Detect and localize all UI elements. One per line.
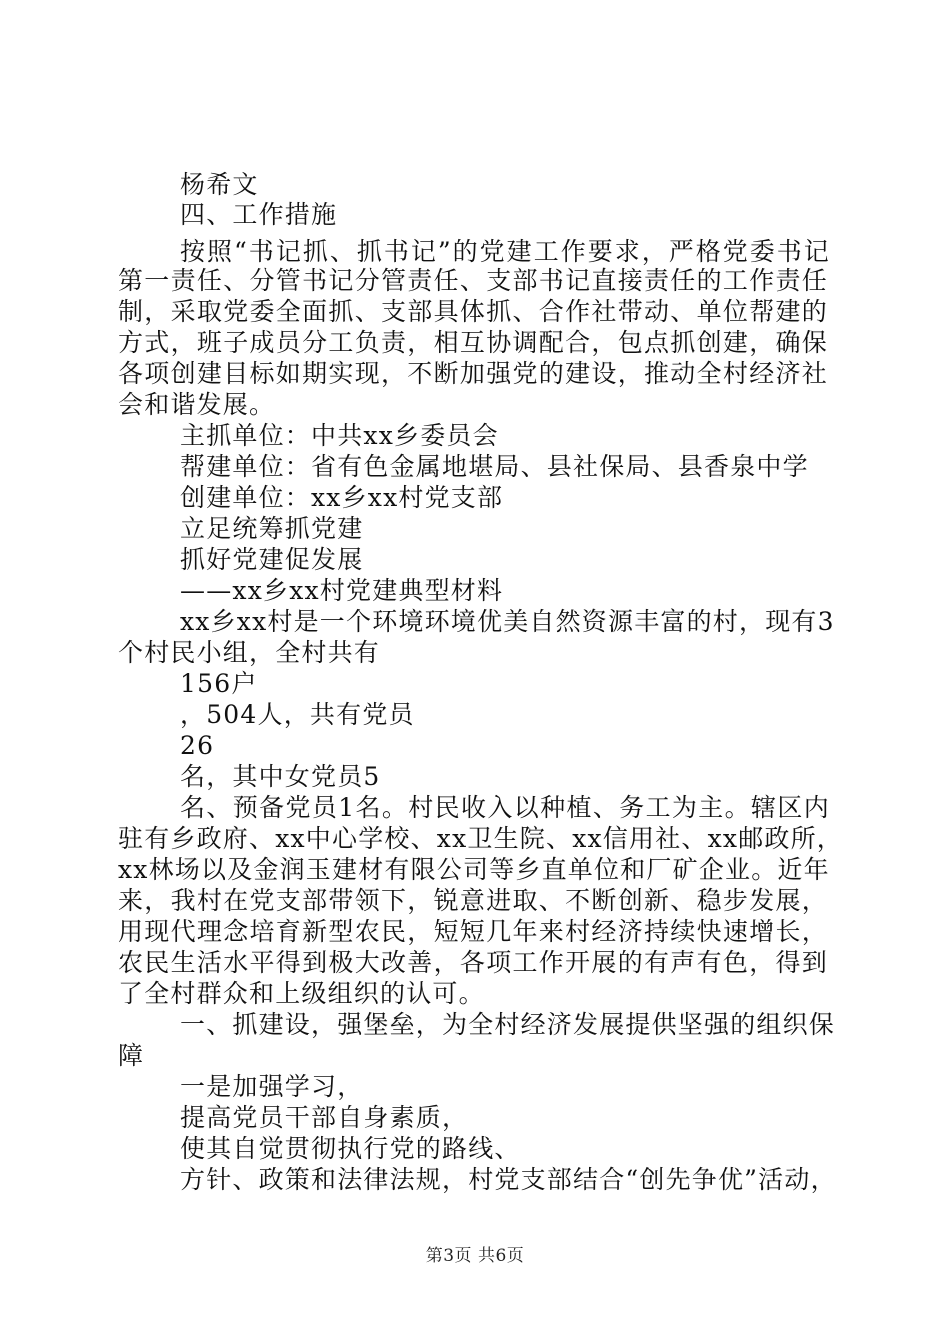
paragraph-line: 方针、政策和法律法规，村党支部结合“创先争优”活动， <box>180 1165 837 1194</box>
section-heading-measures: 四、工作措施 <box>180 200 338 229</box>
paragraph-line: 使其自觉贯彻执行党的路线、 <box>180 1134 521 1163</box>
paragraph-line: 农民生活水平得到极大改善，各项工作开展的有声有色，得到 <box>118 948 828 977</box>
paragraph-line: xx林场以及金润玉建材有限公司等乡直单位和厂矿企业。近年 <box>118 855 830 884</box>
paragraph-line: 156户 <box>180 669 258 698</box>
support-unit-line: 帮建单位：省有色金属地堪局、县社保局、县香泉中学 <box>180 452 809 481</box>
paragraph-line: 制，采取党委全面抓、支部具体抓、合作社带动、单位帮建的 <box>118 297 828 326</box>
paragraph-line: 个村民小组，全村共有 <box>118 638 381 667</box>
paragraph-line: 来，我村在党支部带领下，锐意进取、不断创新、稳步发展， <box>118 886 828 915</box>
paragraph-line: 了全村群众和上级组织的认可。 <box>118 979 485 1008</box>
paragraph-line: 用现代理念培育新型农民，短短几年来村经济持续快速增长， <box>118 917 828 946</box>
page-number-footer: 第3页 共6页 <box>425 1246 525 1266</box>
paragraph-line: xx乡xx村是一个环境环境优美自然资源丰富的村，现有3 <box>180 607 835 636</box>
paragraph-line: 第一责任、分管书记分管责任、支部书记直接责任的工作责任 <box>118 266 828 295</box>
document-subtitle: ——xx乡xx村党建典型材料 <box>180 576 504 605</box>
lead-unit-line: 主抓单位：中共xx乡委员会 <box>180 421 499 450</box>
paragraph-line: 方式，班子成员分工负责，相互协调配合，包点抓创建，确保 <box>118 328 828 357</box>
section-heading: 障 <box>118 1041 145 1070</box>
creation-unit-line: 创建单位：xx乡xx村党支部 <box>180 483 504 512</box>
signature-name: 杨希文 <box>180 170 259 199</box>
paragraph-line: 提高党员干部自身素质， <box>180 1103 469 1132</box>
paragraph-line: 按照“书记抓、抓书记”的党建工作要求，严格党委书记 <box>180 237 830 266</box>
paragraph-line: 一是加强学习， <box>180 1072 364 1101</box>
paragraph-line: 会和谐发展。 <box>118 390 276 419</box>
paragraph-line: 各项创建目标如期实现，不断加强党的建设，推动全村经济社 <box>118 359 828 388</box>
paragraph-line: 名、预备党员1名。村民收入以种植、务工为主。辖区内 <box>180 793 830 822</box>
paragraph-line: ，504人，共有党员 <box>180 700 415 729</box>
document-title: 抓好党建促发展 <box>180 545 364 574</box>
paragraph-line: 26 <box>180 731 215 760</box>
paragraph-line: 驻有乡政府、xx中心学校、xx卫生院、xx信用社、xx邮政所， <box>118 824 843 853</box>
document-title: 立足统筹抓党建 <box>180 514 364 543</box>
section-heading: 一、抓建设，强堡垒，为全村经济发展提供坚强的组织保 <box>180 1010 836 1039</box>
paragraph-line: 名，其中女党员5 <box>180 762 381 791</box>
